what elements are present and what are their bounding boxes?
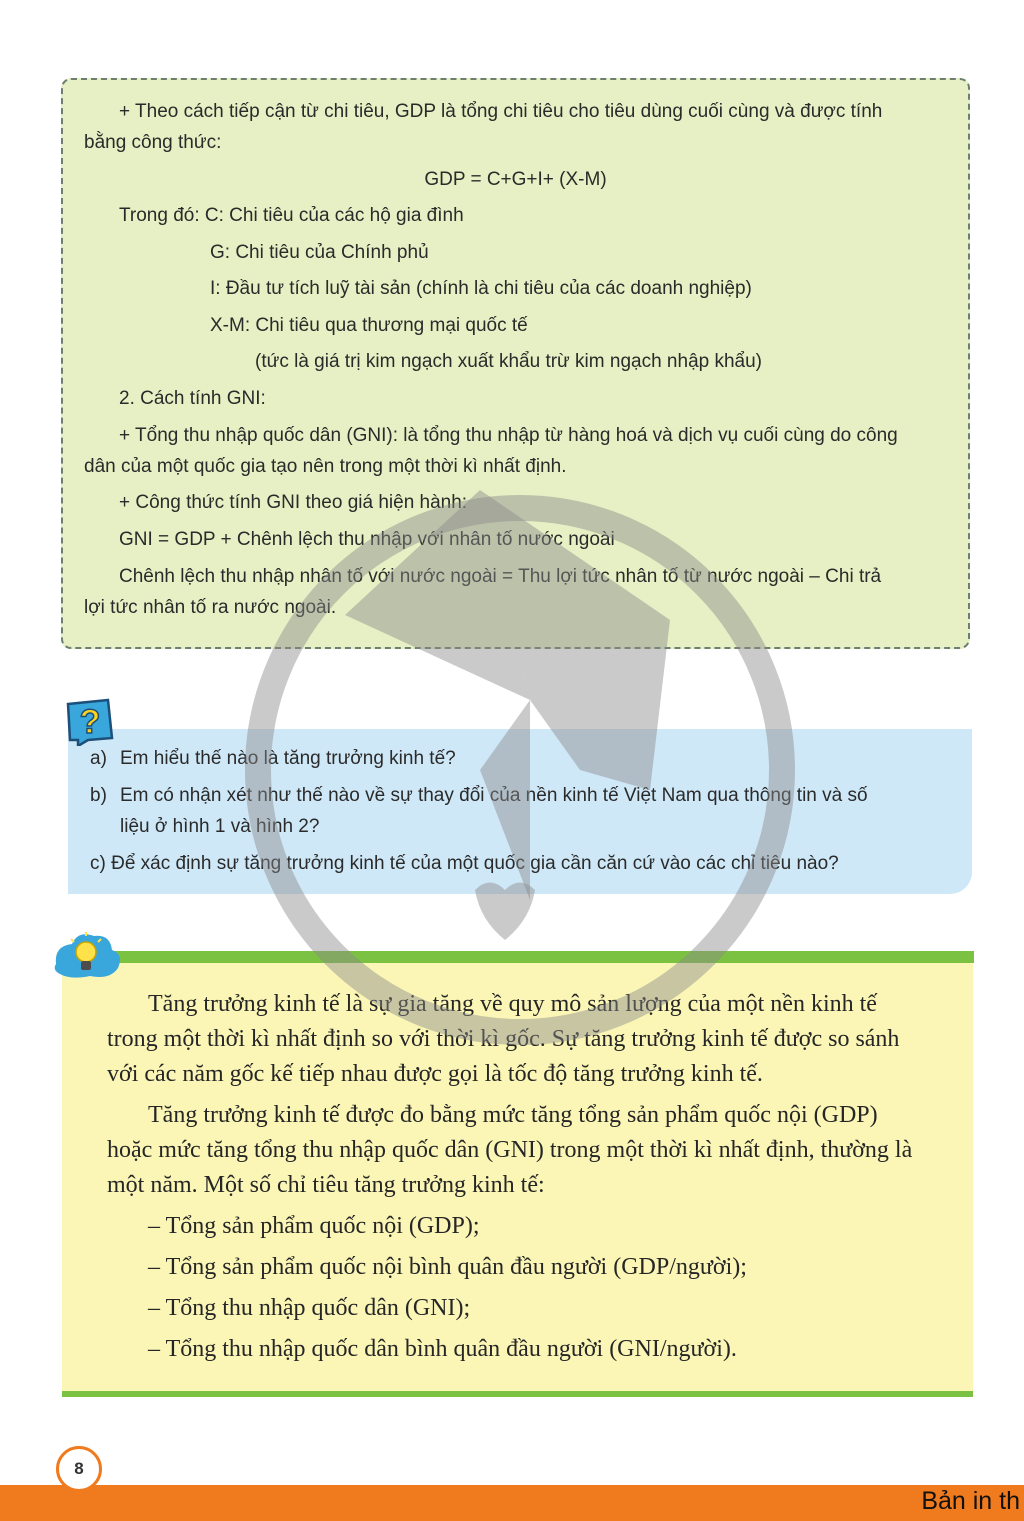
gni-heading: 2. Cách tính GNI: <box>119 388 266 409</box>
definition-xm: X-M: Chi tiêu qua thương mại quốc tế <box>210 315 528 336</box>
lightbulb-icon <box>50 922 126 984</box>
knowledge-p1-line2: trong một thời kì nhất định so với thời kì gốc. Sự tăng trưởng kinh tế được so sánh <box>107 1026 900 1052</box>
knowledge-p1-line3: với các năm gốc kế tiếp nhau được gọi là tốc độ tăng trưởng kinh tế. <box>107 1061 763 1087</box>
gni-formula: GNI = GDP + Chênh lệch thu nhập với nhân tố nước ngoài <box>119 529 615 550</box>
definition-i: I: Đầu tư tích luỹ tài sản (chính là chi tiêu của các doanh nghiệp) <box>210 278 752 299</box>
footer-bar <box>0 1485 1024 1521</box>
knowledge-accent-bar <box>66 951 974 963</box>
gdp-formula: GDP = C+G+I+ (X-M) <box>424 169 607 190</box>
question-c: c) Để xác định sự tăng trưởng kinh tế của một quốc gia cần căn cứ vào các chỉ tiêu nào? <box>90 853 839 874</box>
factor-income-difference: Chênh lệch thu nhập nhân tố với nước ngoài = Thu lợi tức nhân tố từ nước ngoài – Chi trả <box>119 566 882 587</box>
formula-info-box <box>61 78 970 649</box>
definition-xm-note: (tức là giá trị kim ngạch xuất khẩu trừ kim ngạch nhập khẩu) <box>255 351 763 372</box>
indicator-item: – Tổng thu nhập quốc dân (GNI); <box>148 1295 471 1321</box>
gni-formula-heading: + Công thức tính GNI theo giá hiện hành: <box>119 492 468 513</box>
question-b-cont: liệu ở hình 1 và hình 2? <box>120 816 320 837</box>
knowledge-box <box>62 963 973 1397</box>
question-box <box>68 729 972 894</box>
knowledge-p2-line2: hoặc mức tăng tổng thu nhập quốc dân (GNI) trong một thời kì nhất định, thường là <box>107 1137 913 1163</box>
definition-c: Trong đó: C: Chi tiêu của các hộ gia đình <box>119 205 464 226</box>
factor-income-difference-cont: lợi tức nhân tố ra nước ngoài. <box>84 597 337 618</box>
gdp-expenditure-text: + Theo cách tiếp cận từ chi tiêu, GDP là tổng chi tiêu cho tiêu dùng cuối cùng và được tính <box>119 101 883 122</box>
gdp-expenditure-text-cont: bằng công thức: <box>84 132 222 153</box>
question-mark-icon <box>64 698 116 746</box>
indicator-item: – Tổng sản phẩm quốc nội (GDP); <box>148 1213 480 1239</box>
page-number: 8 <box>56 1446 102 1492</box>
question-b <box>90 780 868 812</box>
print-label: Bản in th <box>921 1487 1020 1515</box>
indicator-item: – Tổng thu nhập quốc dân bình quân đầu người (GNI/người). <box>148 1336 737 1362</box>
question-b-label: b) <box>90 785 107 806</box>
question-a-label: a) <box>90 748 107 769</box>
knowledge-p2-line3: một năm. Một số chỉ tiêu tăng trưởng kinh tế: <box>107 1172 545 1198</box>
definition-g: G: Chi tiêu của Chính phủ <box>210 242 429 263</box>
gni-definition-cont: dân của một quốc gia tạo nên trong một thời kì nhất định. <box>84 456 567 477</box>
question-a-text: Em hiểu thế nào là tăng trưởng kinh tế? <box>120 748 456 769</box>
svg-text:?: ? <box>79 703 101 741</box>
indicator-item: – Tổng sản phẩm quốc nội bình quân đầu người (GDP/người); <box>148 1254 747 1280</box>
question-a <box>90 743 456 775</box>
gni-definition: + Tổng thu nhập quốc dân (GNI): là tổng thu nhập từ hàng hoá và dịch vụ cuối cùng do công <box>119 425 898 446</box>
question-b-text: Em có nhận xét như thế nào về sự thay đổi của nền kinh tế Việt Nam qua thông tin và số <box>120 785 868 806</box>
knowledge-p1-line1: Tăng trưởng kinh tế là sự gia tăng về quy mô sản lượng của một nền kinh tế <box>148 991 877 1017</box>
knowledge-p2-line1: Tăng trưởng kinh tế được đo bằng mức tăng tổng sản phẩm quốc nội (GDP) <box>148 1102 878 1128</box>
